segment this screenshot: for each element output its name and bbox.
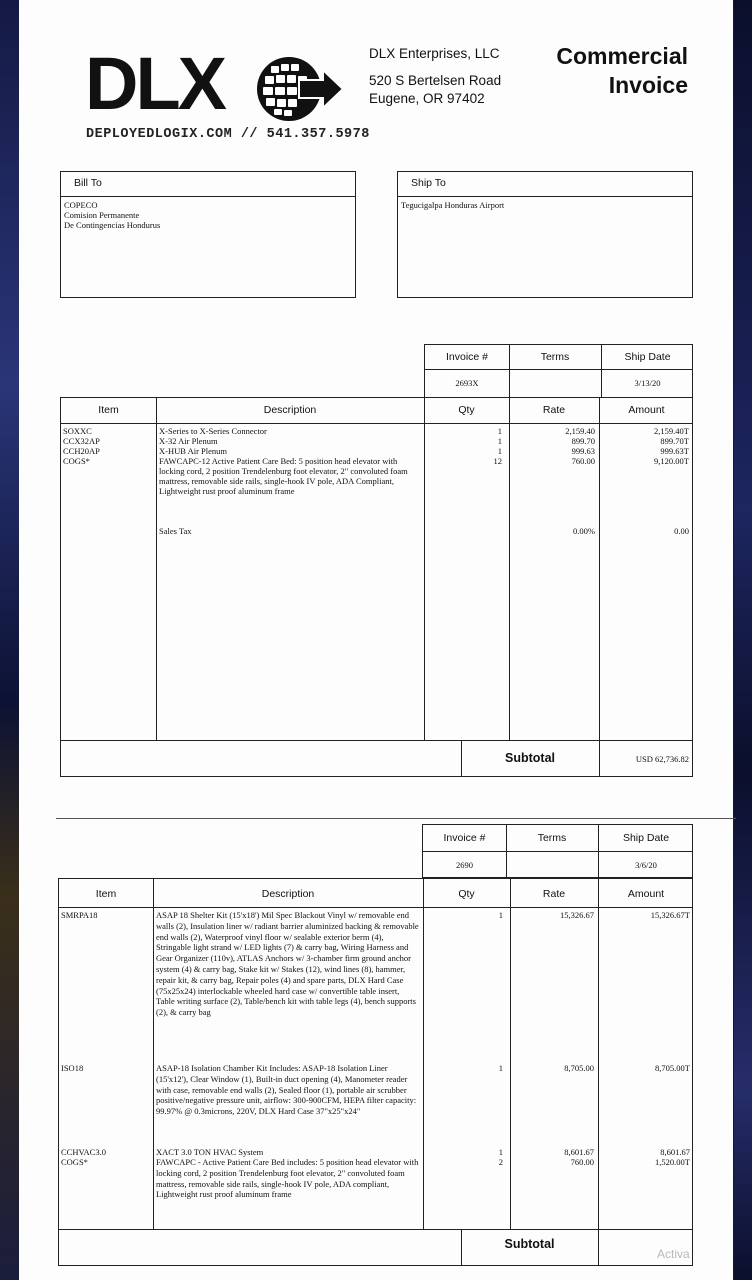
company-address-line2: Eugene, OR 97402 (369, 91, 485, 106)
subtotal-label: Subtotal (505, 751, 555, 765)
item-description: ASAP-18 Isolation Chamber Kit Includes: ASAP-18 Isolation Liner (15'x12'), Clear Window (1), Built-in duct opening (4), Manometer reader with case, removable end walls (2), Sealed floor (1), portable air scrubber positive/negative pressure unit, airflow: 300-900CFM, HEPA filter capacity: 99.97% @ 0.3microns, 220V, DLX Hard Case 37"x25"x24" (156, 1063, 417, 1117)
background-right (734, 0, 752, 1280)
rate-header: Rate (542, 404, 566, 416)
item-amount: 8,705.00T (655, 1063, 690, 1073)
item-description: XACT 3.0 TON HVAC System (156, 1147, 264, 1157)
item-qty: 1 (497, 446, 502, 456)
item-rate: 8,705.00 (564, 1063, 594, 1073)
item-description: X-32 Air Plenum (159, 436, 218, 446)
item-qty: 2 (498, 1157, 503, 1167)
item-rate: 760.00 (570, 1157, 594, 1167)
subtotal-value: USD 62,736.82 (635, 754, 689, 764)
item-description: FAWCAPC-12 Active Patient Care Bed: 5 position head elevator with locking cord, 2 position Trendelenburg foot elevator, 2" convoluted foam mattress, removable side rails, single-hook IV pole, ADA Compliant, Lightweight rust proof aluminum frame (159, 456, 408, 496)
item-amount: 999.63T (660, 446, 689, 456)
document-title (556, 42, 688, 100)
item-header: Item (95, 888, 117, 900)
ship-date-header: Ship Date (622, 832, 670, 844)
qty-header: Qty (458, 888, 475, 900)
item-code: CCX32AP (63, 436, 100, 446)
description-header: Description (261, 888, 315, 900)
invoice-number-header: Invoice # (445, 351, 489, 363)
bill-to-box (60, 171, 356, 298)
item-rate: 2,159.40 (565, 426, 595, 436)
item-header: Item (98, 404, 119, 416)
item-code: COGS* (61, 1157, 88, 1167)
item-code: ISO18 (61, 1063, 84, 1073)
invoice1-items-table (60, 397, 693, 777)
invoice-page (19, 0, 733, 1280)
qty-header: Qty (458, 404, 475, 416)
logo-text: DLX (85, 42, 224, 125)
ship-to-label: Ship To (411, 177, 446, 189)
item-code: SOXXC (63, 426, 92, 436)
item-description: FAWCAPC - Active Patient Care Bed includes: 5 position head elevator with locking cord, 2 position Trendelenburg foot elevator, 2" convoluted foam mattress, removable side rails, single-hook IV pole, ADA compliant, Lightweight rust proof aluminum frame (156, 1157, 419, 1200)
section-divider (56, 818, 736, 819)
item-rate: 760.00 (571, 456, 595, 466)
item-amount: 1,520.00T (655, 1157, 690, 1167)
company-address-line1: 520 S Bertelsen Road (369, 73, 502, 88)
ship-to-line: Tegucigalpa Honduras Airport (401, 200, 505, 210)
item-amount: 0.00 (674, 526, 689, 536)
globe-arrow-icon (253, 52, 345, 126)
bill-to-line: De Contingencias Hondurus (64, 220, 161, 230)
description-header: Description (263, 404, 317, 416)
amount-header: Amount (628, 404, 665, 416)
activation-watermark: Activa (657, 1247, 690, 1261)
item-qty: 1 (497, 436, 502, 446)
terms-header: Terms (540, 351, 570, 363)
invoice-number-value: 2693X (455, 378, 479, 388)
item-rate: 999.63 (571, 446, 595, 456)
item-qty: 12 (493, 456, 502, 466)
item-description: Sales Tax (159, 526, 192, 536)
subtotal-label: Subtotal (504, 1237, 555, 1251)
invoice2-info-box (422, 824, 693, 878)
company-logo (85, 42, 345, 125)
item-description: X-HUB Air Plenum (159, 446, 227, 456)
item-rate: 15,326.67 (560, 910, 594, 920)
company-name: DLX Enterprises, LLC (369, 46, 500, 61)
company-tagline: DEPLOYEDLOGIX.COM // 541.357.5978 (86, 127, 370, 142)
item-qty: 1 (498, 1063, 503, 1073)
ship-date-value: 3/6/20 (635, 860, 657, 870)
item-code: CCHVAC3.0 (61, 1147, 106, 1157)
item-qty: 1 (498, 910, 503, 920)
item-code: SMRPA18 (61, 910, 98, 920)
item-rate: 8,601.67 (564, 1147, 594, 1157)
ship-date-value: 3/13/20 (634, 378, 661, 388)
bill-to-line: Comision Permanente (64, 210, 140, 220)
item-amount: 2,159.40T (654, 426, 689, 436)
item-code: COGS* (63, 456, 90, 466)
item-description: ASAP 18 Shelter Kit (15'x18') Mil Spec Blackout Vinyl w/ removable end walls (2), Insulation liner w/ radiant barrier aluminized backing & removable end walls (2), Waterproof vinyl floor w/ sealable exterior berm (4), Stringable light strand w/ LED lights (7) & carry bag, Wiring Harness and Gear Organizer (110v), ATLAS Anchors w/ 3-chamber firm ground anchor system (4) & carry bag, Stake kit w/ Stakes (12), wind lines (8), hammer, repair kit, & carry bag, Repair poles (4) and spare parts, DLX Hard Case (75x25x24) interlockable wheeled hard case w/ convertible table insert, Table writing surface (2), Table/bench kit with table legs (4), bench supports (2), & carry bag (156, 910, 419, 1018)
invoice-number-header: Invoice # (443, 832, 486, 844)
item-amount: 9,120.00T (654, 456, 689, 466)
item-amount: 899.70T (660, 436, 689, 446)
amount-header: Amount (627, 888, 665, 900)
invoice2-items-table (58, 878, 693, 1266)
item-qty: 1 (497, 426, 502, 436)
item-amount: 15,326.67T (650, 910, 690, 920)
ship-to-box (397, 171, 693, 298)
item-rate: 0.00% (573, 526, 595, 536)
document-title-line2: Invoice (608, 72, 688, 98)
background-left (0, 0, 19, 1280)
item-rate: 899.70 (571, 436, 595, 446)
item-code: CCH20AP (63, 446, 100, 456)
bill-to-line: COPECO (64, 200, 98, 210)
item-amount: 8,601.67 (660, 1147, 690, 1157)
document-title-line1: Commercial (556, 43, 688, 69)
ship-date-header: Ship Date (624, 351, 671, 363)
invoice-number-value: 2690 (456, 860, 473, 870)
invoice1-info-box (424, 344, 693, 398)
rate-header: Rate (542, 888, 566, 900)
item-description: X-Series to X-Series Connector (159, 426, 267, 436)
terms-header: Terms (537, 832, 567, 844)
bill-to-label: Bill To (74, 177, 102, 189)
item-qty: 1 (498, 1147, 503, 1157)
